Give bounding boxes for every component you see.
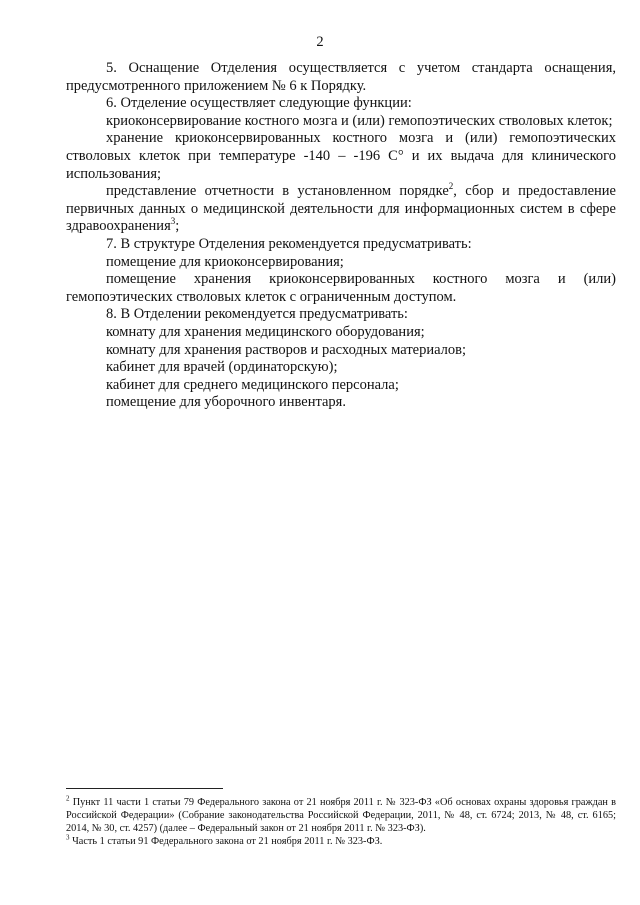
room-item-nurses: кабинет для среднего медицинского персонала; <box>106 376 399 393</box>
function-item-storage: хранение криоконсервированных костного мозга и (или) гемопоэтических стволовых клеток при температуре -140 – -196 С° и их выдача для клинического использования; <box>66 130 616 182</box>
paragraph-7: 7. В структуре Отделения рекомендуется предусматривать: <box>106 235 472 252</box>
footnote-3 <box>66 835 616 848</box>
reporting-text-middle: , сбор и предоставление первичных данных о медицинской деятельности для информационных систем в сфере здравоохранения <box>66 183 616 235</box>
paragraph-8: 8. В Отделении рекомендуется предусматривать: <box>106 306 408 323</box>
room-item-cleaning: помещение для уборочного инвентаря. <box>106 394 346 411</box>
footnote-separator <box>66 788 223 789</box>
footnote-marker-3: 3 <box>66 833 70 842</box>
footnote-2 <box>66 796 616 835</box>
paragraph-5: 5. Оснащение Отделения осуществляется с учетом стандарта оснащения, предусмотренного приложением № 6 к Порядку. <box>66 60 616 94</box>
function-item-reporting <box>66 183 616 236</box>
room-item-equipment: комнату для хранения медицинского оборудования; <box>106 323 425 340</box>
footnotes <box>66 796 616 848</box>
footnote-ref-2: 2 <box>448 181 454 192</box>
room-item-doctors: кабинет для врачей (ординаторскую); <box>106 359 338 376</box>
structure-item-storage-room: помещение хранения криоконсервированных костного мозга и (или) гемопоэтических стволовых клеток с ограниченным доступом. <box>66 271 616 305</box>
footnote-3-text: Часть 1 статьи 91 Федерального закона от 21 ноября 2011 г. № 323-ФЗ. <box>69 836 383 847</box>
footnote-marker-2: 2 <box>66 794 70 803</box>
function-item-cryopreservation: криоконсервирование костного мозга и (или) гемопоэтических стволовых клеток; <box>106 112 613 129</box>
page-number: 2 <box>316 34 324 50</box>
body-text <box>66 60 616 412</box>
paragraph-6: 6. Отделение осуществляет следующие функции: <box>106 95 412 112</box>
footnote-2-text: Пункт 11 части 1 статьи 79 Федерального закона от 21 ноября 2011 г. № 323-ФЗ «Об основах охраны здоровья граждан в Российской Федерации» (Собрание законодательства Российской Федерации, 2011, № 48, ст. 6724; 2013, № 48, ст. 6165; 2014, № 30, ст. 4257) (далее – Федеральный закон от 21 ноября 2011 г. № 323-ФЗ). <box>66 797 616 834</box>
reporting-text-end: ; <box>175 218 180 235</box>
structure-item-cryo-room: помещение для криоконсервирования; <box>106 253 344 270</box>
reporting-text-start: представление отчетности в установленном порядке <box>106 183 449 200</box>
footnote-ref-3: 3 <box>170 216 176 227</box>
room-item-solutions: комнату для хранения растворов и расходных материалов; <box>106 341 467 358</box>
